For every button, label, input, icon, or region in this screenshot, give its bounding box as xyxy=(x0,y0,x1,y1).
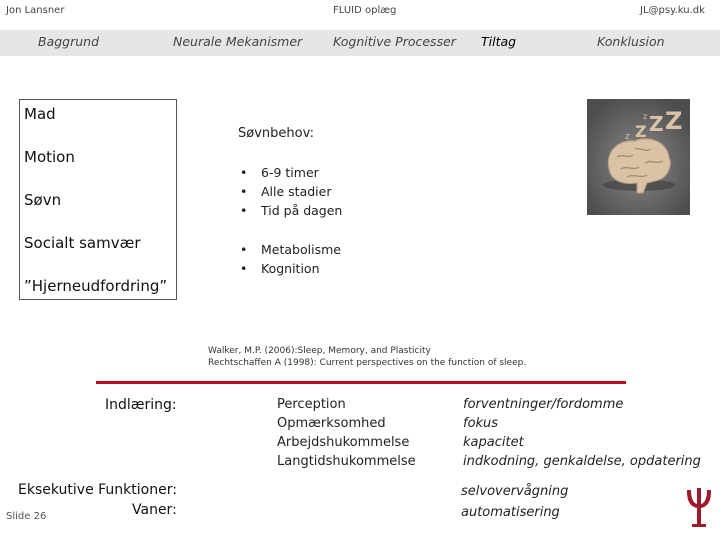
nav-item-kognitive-processer[interactable]: Kognitive Processer xyxy=(333,34,456,49)
learning-processes xyxy=(277,395,416,471)
effect-item: forventninger/fordomme xyxy=(463,397,624,412)
sleeping-brain-image xyxy=(587,99,690,215)
topic-hjerneudfordring: ”Hjerneudfordring” xyxy=(24,277,168,295)
svg-text:Z: Z xyxy=(635,122,647,141)
sleep-bullets-1: • 6-9 timer • Alle stadier • Tid på dagen xyxy=(240,165,343,218)
topic-motion: Motion xyxy=(24,148,75,166)
learning-effects xyxy=(463,395,701,471)
effect-item: kapacitet xyxy=(463,435,524,450)
effect-item: fokus xyxy=(463,416,499,431)
author-name: Jon Lansner xyxy=(6,5,65,16)
nav-item-neurale-mekanismer[interactable]: Neurale Mekanismer xyxy=(173,34,303,49)
accent-divider xyxy=(96,381,626,384)
reference-walker: Walker, M.P. (2006):Sleep, Memory, and Plasticity xyxy=(208,346,431,356)
sleep-needs-title: Søvnbehov: xyxy=(238,126,314,141)
presentation-title: FLUID oplæg xyxy=(333,5,397,16)
sleep-bullets-2: • Metabolisme • Kognition xyxy=(240,242,341,276)
sleep-bullet: Kognition xyxy=(261,261,320,276)
sleep-bullet: 6-9 timer xyxy=(261,165,319,180)
author-email: JL@psy.ku.dk xyxy=(640,5,705,16)
process-item: Arbejdshukommelse xyxy=(277,435,410,450)
sleep-bullet: Tid på dagen xyxy=(261,203,343,218)
svg-text:z: z xyxy=(625,132,630,142)
slide-number: Slide 26 xyxy=(6,511,47,522)
executive-functions-label: Eksekutive Funktioner: xyxy=(18,482,177,498)
sleep-bullet: Alle stadier xyxy=(261,184,332,199)
effect-item: indkodning, genkaldelse, opdatering xyxy=(463,454,701,469)
svg-text:z: z xyxy=(643,112,648,121)
effect-item: selvovervågning xyxy=(461,484,569,499)
reference-rechtschaffen: Rechtschaffen A (1998): Current perspectives on the function of sleep. xyxy=(208,358,527,368)
effect-item: automatisering xyxy=(461,505,560,520)
svg-text:Z: Z xyxy=(649,112,664,136)
process-item: Opmærksomhed xyxy=(277,416,386,431)
topic-socialt-samvaer: Socialt samvær xyxy=(24,234,141,252)
topic-mad: Mad xyxy=(24,105,56,123)
habits-label: Vaner: xyxy=(132,502,177,518)
sleep-bullet: Metabolisme xyxy=(261,242,341,257)
nav-item-konklusion[interactable]: Konklusion xyxy=(597,34,665,49)
svg-text:Z: Z xyxy=(665,107,683,135)
references xyxy=(208,345,526,369)
learning-label: Indlæring: xyxy=(105,397,177,413)
process-item: Perception xyxy=(277,397,346,412)
nav-item-baggrund[interactable]: Baggrund xyxy=(38,34,100,49)
psi-logo-icon xyxy=(683,486,715,528)
process-item: Langtidshukommelse xyxy=(277,454,416,469)
nav-item-tiltag[interactable]: Tiltag xyxy=(481,34,517,49)
executive-effects xyxy=(461,481,568,523)
topic-sovn: Søvn xyxy=(24,191,62,209)
